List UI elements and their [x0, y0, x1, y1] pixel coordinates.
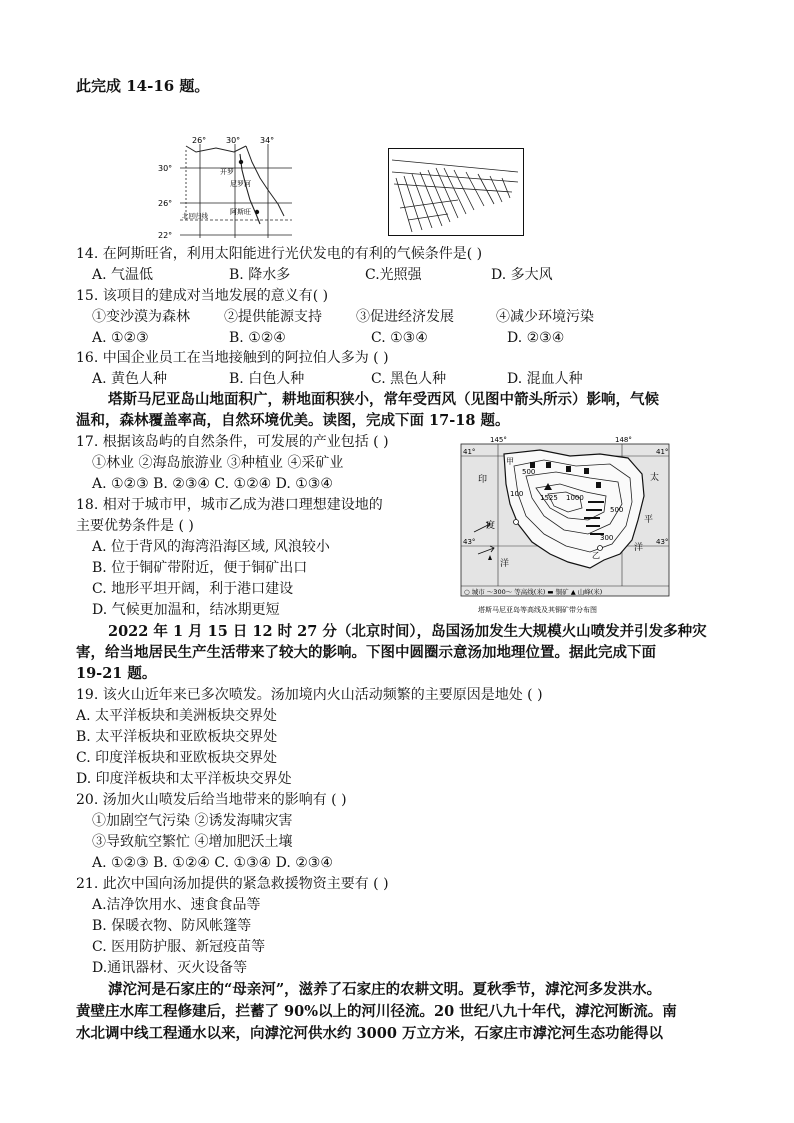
- q19-option-d[interactable]: D. 印度洋板块和太平洋板块交界处: [76, 771, 292, 787]
- contour-label: 1525: [540, 494, 558, 502]
- q15-option-c[interactable]: C. ①③④: [371, 330, 428, 346]
- contour-label: 100: [510, 490, 524, 498]
- q16-option-d[interactable]: D. 混血人种: [507, 371, 583, 387]
- q15-option-a[interactable]: A. ①②③: [92, 330, 149, 346]
- q15-option-b[interactable]: B. ①②④: [229, 330, 286, 346]
- q15-item: ③促进经济发展: [356, 309, 454, 325]
- q14-stem: 14. 在阿斯旺省，利用太阳能进行光伏发电的有利的气候条件是( ): [76, 246, 483, 262]
- q16-option-c[interactable]: C. 黑色人种: [371, 371, 447, 387]
- egypt-map: [156, 134, 296, 244]
- q21-option-a[interactable]: A.洁净饮用水、速食食品等: [92, 897, 261, 913]
- contour-label: 500: [522, 468, 536, 476]
- q14-option-d[interactable]: D. 多大风: [491, 267, 553, 283]
- lon-label: 34°: [260, 136, 275, 145]
- q19-option-b[interactable]: B. 太平洋板块和亚欧板块交界处: [76, 729, 278, 745]
- lat-label: 43°: [656, 538, 669, 546]
- passage3-line2: 害，给当地居民生产生活带来了较大的影响。下图中圆圈示意汤加地理位置。据此完成下面: [76, 644, 656, 661]
- sea-label: 印: [478, 475, 488, 485]
- q18-option-c[interactable]: C. 地形平坦开阔，利于港口建设: [92, 581, 294, 597]
- q21-option-b[interactable]: B. 保暖衣物、防风帐篷等: [92, 918, 252, 934]
- contour-label: 300: [600, 534, 614, 542]
- q15-option-d[interactable]: D. ②③④: [507, 330, 565, 346]
- place-label: 阿斯旺: [230, 208, 251, 216]
- solar-farm-image: [388, 148, 524, 240]
- q17-items: ①林业 ②海岛旅游业 ③种植业 ④采矿业: [92, 455, 344, 471]
- place-label: 开罗: [220, 168, 234, 176]
- city-label: 甲: [506, 457, 514, 466]
- cairo-marker: [239, 160, 243, 164]
- passage2-line2: 温和，森林覆盖率高，自然环境优美。读图，完成下面 17-18 题。: [76, 412, 510, 429]
- q18-stem-line2: 主要优势条件是 ( ): [76, 518, 194, 534]
- q19-stem: 19. 该火山近年来已多次喷发。汤加境内火山活动频繁的主要原因是地处 ( ): [76, 687, 543, 703]
- passage4-line1: 滹沱河是石家庄的“母亲河”，滋养了石家庄的农耕文明。夏秋季节，滹沱河多发洪水。: [108, 981, 662, 998]
- sea-label: 度: [486, 521, 496, 531]
- aswan-marker: [255, 210, 259, 214]
- q15-item: ②提供能源支持: [224, 309, 322, 325]
- lon-label: 145°: [490, 436, 507, 444]
- lon-label: 30°: [226, 136, 241, 145]
- q14-option-a[interactable]: A. 气温低: [92, 267, 154, 283]
- lat-label: 22°: [158, 231, 173, 240]
- q18-option-a[interactable]: A. 位于背风的海湾沿海区域, 风浪较小: [92, 539, 330, 555]
- q20-items-1: ①加剧空气污染 ②诱发海啸灾害: [92, 813, 293, 829]
- q15-items: [92, 307, 594, 327]
- q14-option-b[interactable]: B. 降水多: [229, 267, 291, 283]
- q18-option-b[interactable]: B. 位于铜矿带附近，便于铜矿出口: [92, 560, 308, 576]
- place-label: 北回归线: [182, 212, 208, 220]
- q14-options: [92, 265, 553, 285]
- map-legend: ○ 城市 ～300～ 等高线(米) ▬ 铜矿 ▲ 山峰(米): [464, 588, 603, 596]
- q15-item: ①变沙漠为森林: [92, 309, 190, 325]
- q21-stem: 21. 此次中国向汤加提供的紧急救援物资主要有 ( ): [76, 876, 389, 892]
- q14-option-c[interactable]: C.光照强: [365, 267, 422, 283]
- lat-label: 43°: [463, 538, 476, 546]
- sea-label: 平: [644, 515, 654, 525]
- q15-stem: 15. 该项目的建成对当地发展的意义有( ): [76, 288, 329, 304]
- q16-stem: 16. 中国企业员工在当地接触到的阿拉伯人多为 ( ): [76, 350, 389, 366]
- sea-label: 洋: [634, 543, 644, 553]
- q16-option-b[interactable]: B. 白色人种: [229, 371, 305, 387]
- lon-label: 148°: [615, 436, 632, 444]
- q17-options[interactable]: A. ①②③ B. ②③④ C. ①②④ D. ①③④: [92, 476, 333, 492]
- q16-option-a[interactable]: A. 黄色人种: [92, 371, 168, 387]
- intro-line: 此完成 14-16 题。: [76, 77, 210, 95]
- q20-options[interactable]: A. ①②③ B. ①②④ C. ①③④ D. ②③④: [92, 855, 333, 871]
- passage2-line1: 塔斯马尼亚岛山地面积广，耕地面积狭小，常年受西风（见图中箭头所示）影响，气候: [108, 391, 659, 408]
- q15-item: ④减少环境污染: [496, 309, 594, 325]
- lat-label: 41°: [656, 448, 669, 456]
- sea-label: 太: [650, 473, 660, 483]
- q18-stem-line1: 18. 相对于城市甲，城市乙成为港口理想建设地的: [76, 497, 383, 513]
- passage3-line3: 19-21 题。: [76, 665, 157, 682]
- q21-option-d[interactable]: D.通讯器材、灭火设备等: [92, 960, 248, 976]
- contour-label: 1000: [566, 494, 584, 502]
- passage4-line2: 黄壁庄水库工程修建后，拦蓄了 90%以上的河川径流。20 世纪八九十年代，滹沱河断流。南: [76, 1003, 677, 1020]
- lat-label: 30°: [158, 164, 173, 173]
- place-label: 尼罗河: [230, 180, 251, 188]
- city-yi-marker: [598, 546, 603, 551]
- contour-label: 500: [610, 506, 624, 514]
- city-label: 乙: [592, 551, 600, 560]
- map-caption: 塔斯马尼亚岛等高线及其铜矿带分布图: [478, 606, 597, 614]
- q20-items-2: ③导致航空繁忙 ④增加肥沃土壤: [92, 834, 293, 850]
- passage4-line3: 水北调中线工程通水以来，向滹沱河供水约 3000 万立方米，石家庄市滹沱河生态功能得以: [76, 1025, 663, 1042]
- lon-label: 26°: [192, 136, 207, 145]
- lat-label: 41°: [463, 448, 476, 456]
- q21-option-c[interactable]: C. 医用防护服、新冠疫苗等: [92, 939, 266, 955]
- lat-label: 26°: [158, 199, 173, 208]
- tasmania-map: [460, 436, 672, 622]
- city-jia-marker: [514, 520, 519, 525]
- passage3-line1: 2022 年 1 月 15 日 12 时 27 分（北京时间），岛国汤加发生大规模火山喷发并引发多种灾: [108, 623, 707, 640]
- q15-options: [92, 328, 564, 348]
- q19-option-a[interactable]: A. 太平洋板块和美洲板块交界处: [76, 708, 278, 724]
- sea-label: 洋: [500, 559, 510, 569]
- q17-stem: 17. 根据该岛屿的自然条件，可发展的产业包括 ( ): [76, 434, 389, 450]
- q16-options: [92, 369, 583, 389]
- q20-stem: 20. 汤加火山喷发后给当地带来的影响有 ( ): [76, 792, 347, 808]
- q19-option-c[interactable]: C. 印度洋板块和亚欧板块交界处: [76, 750, 278, 766]
- q18-option-d[interactable]: D. 气候更加温和，结冰期更短: [92, 602, 280, 618]
